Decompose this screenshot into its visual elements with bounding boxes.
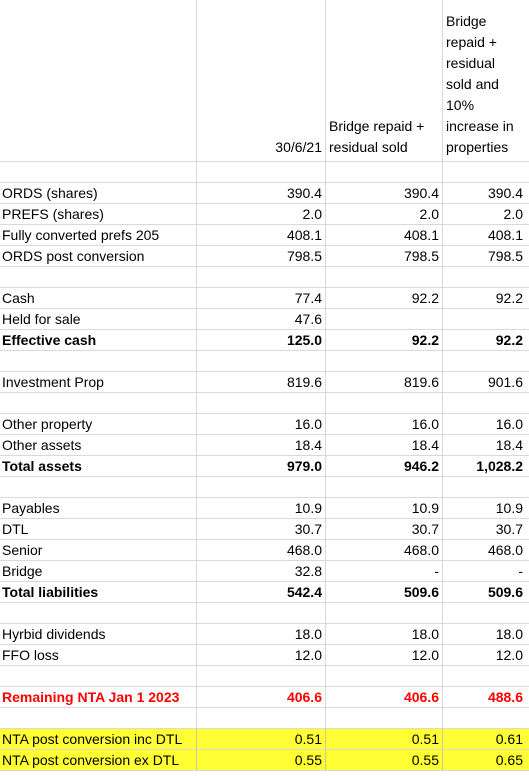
table-row xyxy=(0,351,529,372)
cell-30-6-21[interactable] xyxy=(196,162,325,182)
header-cell-bridge-repaid-10pct[interactable] xyxy=(442,0,529,162)
table-row xyxy=(0,729,529,750)
header-text-bridge-repaid: Bridge repaid + residual sold xyxy=(329,118,425,155)
cell-bridge-repaid-10pct[interactable]: 16.0 xyxy=(442,414,529,434)
table-row xyxy=(0,519,529,540)
cell-30-6-21[interactable] xyxy=(196,708,325,728)
table-row xyxy=(0,309,529,330)
cell-label[interactable]: Hyrbid dividends xyxy=(2,626,106,642)
cell-30-6-21[interactable] xyxy=(196,267,325,287)
cell-bridge-repaid[interactable] xyxy=(325,162,442,182)
cell-30-6-21[interactable]: 18.0 xyxy=(196,624,325,644)
header-row xyxy=(0,0,529,162)
cell-label[interactable]: PREFS (shares) xyxy=(2,206,104,222)
cell-label[interactable]: Investment Prop xyxy=(2,374,104,390)
cell-label[interactable]: Other assets xyxy=(2,437,82,453)
table-row xyxy=(0,288,529,309)
cell-label[interactable]: Payables xyxy=(2,500,60,516)
cell-bridge-repaid-10pct[interactable]: 390.4 xyxy=(442,183,529,203)
table-row xyxy=(0,540,529,561)
cell-label[interactable]: Effective cash xyxy=(2,332,97,348)
cell-30-6-21[interactable]: 30.7 xyxy=(196,519,325,539)
cell-bridge-repaid[interactable]: 798.5 xyxy=(325,246,442,266)
cell-label[interactable]: Total assets xyxy=(2,458,82,474)
cell-bridge-repaid-10pct[interactable] xyxy=(442,477,529,497)
table-row xyxy=(0,162,529,183)
cell-bridge-repaid-10pct[interactable]: 12.0 xyxy=(442,645,529,665)
cell-bridge-repaid-10pct[interactable]: 468.0 xyxy=(442,540,529,560)
cell-bridge-repaid[interactable] xyxy=(325,393,442,413)
cell-30-6-21[interactable]: 47.6 xyxy=(196,309,325,329)
cell-label[interactable]: Bridge xyxy=(2,563,43,579)
cell-30-6-21[interactable]: 32.8 xyxy=(196,561,325,581)
cell-bridge-repaid[interactable]: 18.4 xyxy=(325,435,442,455)
cell-30-6-21[interactable]: 979.0 xyxy=(196,456,325,476)
cell-label[interactable] xyxy=(0,162,196,182)
cell-30-6-21[interactable]: 16.0 xyxy=(196,414,325,434)
cell-bridge-repaid[interactable] xyxy=(325,267,442,287)
table-row xyxy=(0,414,529,435)
cell-bridge-repaid-10pct[interactable]: 509.6 xyxy=(442,582,529,602)
cell-bridge-repaid[interactable]: 946.2 xyxy=(325,456,442,476)
cell-30-6-21[interactable] xyxy=(196,603,325,623)
cell-label[interactable]: Total liabilities xyxy=(2,584,99,600)
cell-bridge-repaid-10pct[interactable]: 0.65 xyxy=(442,750,529,770)
table-row xyxy=(0,603,529,624)
table-row xyxy=(0,645,529,666)
cell-bridge-repaid-10pct[interactable] xyxy=(442,666,529,686)
table-row xyxy=(0,624,529,645)
table-row xyxy=(0,246,529,267)
cell-bridge-repaid[interactable] xyxy=(325,351,442,371)
cell-bridge-repaid-10pct[interactable]: 1,028.2 xyxy=(442,456,529,476)
cell-bridge-repaid[interactable]: 92.2 xyxy=(325,330,442,350)
cell-30-6-21[interactable]: 798.5 xyxy=(196,246,325,266)
cell-bridge-repaid[interactable]: 406.6 xyxy=(325,687,442,707)
table-row xyxy=(0,708,529,729)
cell-bridge-repaid-10pct[interactable]: 92.2 xyxy=(442,330,529,350)
table-row xyxy=(0,666,529,687)
cell-bridge-repaid[interactable]: 12.0 xyxy=(325,645,442,665)
header-cell-30-6-21[interactable] xyxy=(196,0,325,162)
cell-bridge-repaid-10pct[interactable] xyxy=(442,393,529,413)
cell-bridge-repaid[interactable]: 819.6 xyxy=(325,372,442,392)
cell-bridge-repaid[interactable]: 18.0 xyxy=(325,624,442,644)
cell-30-6-21[interactable]: 0.51 xyxy=(196,729,325,749)
cell-bridge-repaid[interactable] xyxy=(325,477,442,497)
table-row xyxy=(0,393,529,414)
cell-label[interactable]: Other property xyxy=(2,416,93,432)
cell-bridge-repaid[interactable]: 468.0 xyxy=(325,540,442,560)
cell-bridge-repaid-10pct[interactable] xyxy=(442,603,529,623)
cell-30-6-21[interactable] xyxy=(196,351,325,371)
cell-bridge-repaid[interactable]: 0.55 xyxy=(325,750,442,770)
cell-bridge-repaid-10pct[interactable] xyxy=(442,267,529,287)
cell-bridge-repaid[interactable] xyxy=(325,708,442,728)
cell-label[interactable] xyxy=(0,351,196,371)
table-row xyxy=(0,456,529,477)
cell-bridge-repaid-10pct[interactable]: 901.6 xyxy=(442,372,529,392)
table-row xyxy=(0,330,529,351)
cell-bridge-repaid[interactable]: 92.2 xyxy=(325,288,442,308)
cell-label[interactable] xyxy=(0,666,196,686)
table-row xyxy=(0,204,529,225)
cell-bridge-repaid-10pct[interactable] xyxy=(442,708,529,728)
cell-bridge-repaid[interactable]: 509.6 xyxy=(325,582,442,602)
cell-bridge-repaid[interactable] xyxy=(325,603,442,623)
cell-bridge-repaid[interactable]: - xyxy=(325,561,442,581)
header-text-bridge-repaid-10pct: Bridge repaid + residual sold and 10% increase in properties xyxy=(446,13,514,155)
cell-bridge-repaid-10pct[interactable]: 488.6 xyxy=(442,687,529,707)
cell-label[interactable] xyxy=(0,267,196,287)
cell-label[interactable]: Cash xyxy=(2,290,35,306)
cell-30-6-21[interactable]: 77.4 xyxy=(196,288,325,308)
header-text-30-6-21: 30/6/21 xyxy=(275,139,322,155)
cell-label[interactable]: Senior xyxy=(2,542,43,558)
cell-30-6-21[interactable] xyxy=(196,666,325,686)
cell-30-6-21[interactable]: 18.4 xyxy=(196,435,325,455)
cell-label[interactable] xyxy=(0,603,196,623)
header-cell-label[interactable] xyxy=(0,0,196,162)
cell-label[interactable] xyxy=(0,477,196,497)
table-row xyxy=(0,372,529,393)
cell-30-6-21[interactable]: 408.1 xyxy=(196,225,325,245)
cell-bridge-repaid-10pct[interactable]: 798.5 xyxy=(442,246,529,266)
cell-30-6-21[interactable]: 406.6 xyxy=(196,687,325,707)
cell-bridge-repaid-10pct[interactable] xyxy=(442,351,529,371)
cell-bridge-repaid[interactable]: 2.0 xyxy=(325,204,442,224)
cell-bridge-repaid-10pct[interactable]: 408.1 xyxy=(442,225,529,245)
cell-30-6-21[interactable]: 390.4 xyxy=(196,183,325,203)
cell-30-6-21[interactable]: 542.4 xyxy=(196,582,325,602)
cell-label[interactable]: Remaining NTA Jan 1 2023 xyxy=(2,689,180,705)
cell-bridge-repaid-10pct[interactable]: 10.9 xyxy=(442,498,529,518)
cell-bridge-repaid[interactable]: 390.4 xyxy=(325,183,442,203)
cell-label[interactable]: DTL xyxy=(2,521,29,537)
table-row xyxy=(0,225,529,246)
cell-30-6-21[interactable]: 0.55 xyxy=(196,750,325,770)
cell-bridge-repaid-10pct[interactable]: 30.7 xyxy=(442,519,529,539)
cell-30-6-21[interactable] xyxy=(196,477,325,497)
cell-bridge-repaid[interactable]: 10.9 xyxy=(325,498,442,518)
cell-30-6-21[interactable] xyxy=(196,393,325,413)
cell-label[interactable] xyxy=(0,393,196,413)
table-row xyxy=(0,498,529,519)
table-row xyxy=(0,435,529,456)
table-row xyxy=(0,750,529,771)
cell-bridge-repaid[interactable] xyxy=(325,666,442,686)
table-row xyxy=(0,687,529,708)
cell-bridge-repaid-10pct[interactable] xyxy=(442,162,529,182)
cell-30-6-21[interactable]: 12.0 xyxy=(196,645,325,665)
cell-bridge-repaid[interactable]: 16.0 xyxy=(325,414,442,434)
cell-bridge-repaid-10pct[interactable]: 18.0 xyxy=(442,624,529,644)
cell-label[interactable]: FFO loss xyxy=(2,647,59,663)
table-row xyxy=(0,561,529,582)
cell-label[interactable] xyxy=(0,708,196,728)
cell-bridge-repaid-10pct[interactable]: 0.61 xyxy=(442,729,529,749)
cell-label[interactable]: NTA post conversion inc DTL xyxy=(2,731,183,747)
cell-label[interactable]: Held for sale xyxy=(2,311,81,327)
cell-30-6-21[interactable]: 125.0 xyxy=(196,330,325,350)
cell-bridge-repaid[interactable]: 408.1 xyxy=(325,225,442,245)
table-row xyxy=(0,477,529,498)
cell-bridge-repaid-10pct[interactable]: 92.2 xyxy=(442,288,529,308)
cell-30-6-21[interactable]: 819.6 xyxy=(196,372,325,392)
cell-label[interactable]: ORDS post conversion xyxy=(2,248,145,264)
table-row xyxy=(0,582,529,603)
table-row xyxy=(0,183,529,204)
cell-label[interactable]: NTA post conversion ex DTL xyxy=(2,752,180,768)
cell-bridge-repaid[interactable] xyxy=(325,309,442,329)
cell-bridge-repaid-10pct[interactable]: - xyxy=(442,561,529,581)
cell-bridge-repaid-10pct[interactable]: 18.4 xyxy=(442,435,529,455)
cell-bridge-repaid[interactable]: 0.51 xyxy=(325,729,442,749)
cell-bridge-repaid-10pct[interactable]: 2.0 xyxy=(442,204,529,224)
cell-bridge-repaid[interactable]: 30.7 xyxy=(325,519,442,539)
table-row xyxy=(0,267,529,288)
cell-30-6-21[interactable]: 10.9 xyxy=(196,498,325,518)
cell-label[interactable]: ORDS (shares) xyxy=(2,185,98,201)
cell-30-6-21[interactable]: 2.0 xyxy=(196,204,325,224)
header-cell-bridge-repaid[interactable] xyxy=(325,0,442,162)
cell-label[interactable]: Fully converted prefs 205 xyxy=(2,227,160,243)
cell-bridge-repaid-10pct[interactable] xyxy=(442,309,529,329)
cell-30-6-21[interactable]: 468.0 xyxy=(196,540,325,560)
